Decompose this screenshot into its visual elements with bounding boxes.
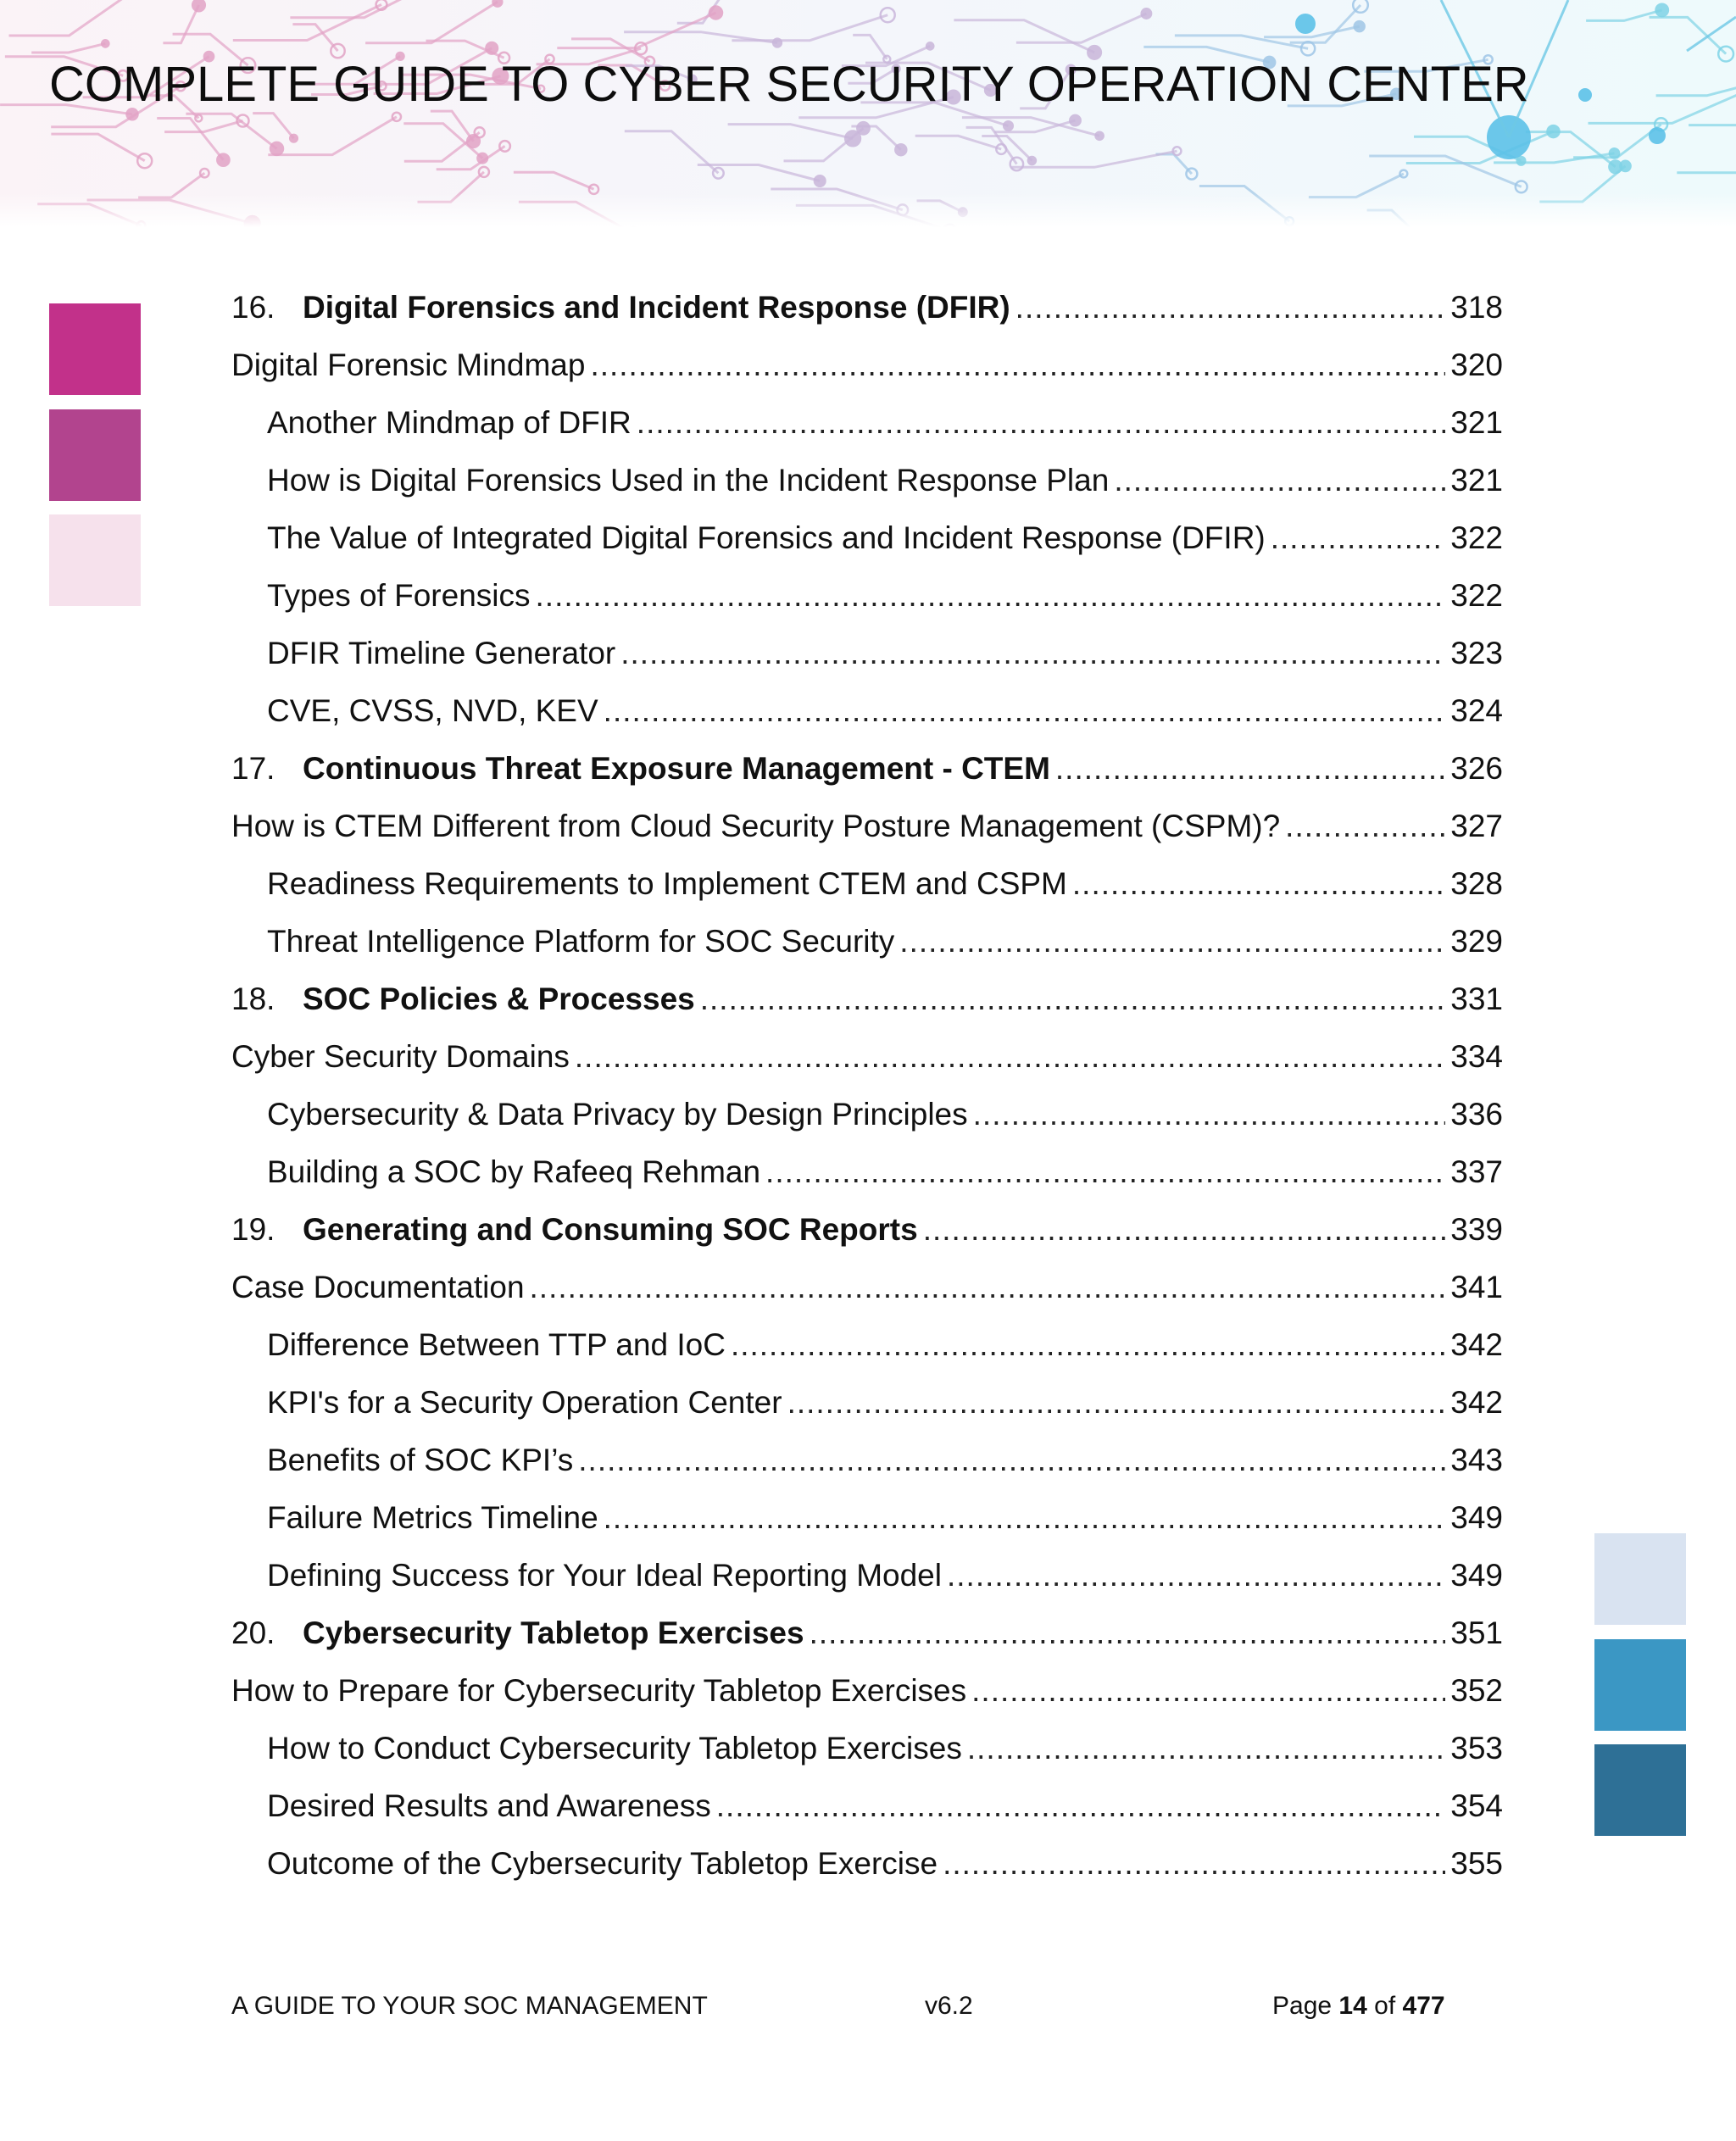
toc-entry-title: How is Digital Forensics Used in the Incident Response Plan — [267, 463, 1110, 498]
footer-document-title: A GUIDE TO YOUR SOC MANAGEMENT — [231, 1992, 708, 2020]
toc-entry-title: Building a SOC by Rafeeq Rehman — [267, 1154, 761, 1189]
toc-page-number: 354 — [1450, 1788, 1503, 1823]
toc-entry[interactable] — [231, 1086, 1503, 1143]
toc-entry-title: DFIR Timeline Generator — [267, 636, 616, 670]
toc-entry-title: How to Prepare for Cybersecurity Tabletop Exercises — [231, 1673, 967, 1708]
toc-page-number: 341 — [1450, 1270, 1503, 1304]
dot-leader — [590, 348, 1445, 383]
toc-page-number: 349 — [1450, 1500, 1503, 1535]
page-of: of — [1374, 1992, 1396, 2020]
dot-leader — [604, 693, 1446, 729]
toc-entry[interactable] — [231, 1547, 1503, 1604]
toc-entry-title: KPI's for a Security Operation Center — [267, 1385, 782, 1420]
toc-page-number: 328 — [1450, 866, 1503, 901]
toc-entry[interactable] — [231, 1028, 1503, 1086]
toc-entry[interactable] — [231, 336, 1503, 394]
header-banner — [0, 0, 1736, 227]
dot-leader — [1285, 809, 1445, 844]
toc-entry[interactable] — [231, 509, 1503, 567]
toc-entry[interactable] — [231, 567, 1503, 625]
toc-entry-title: Defining Success for Your Ideal Reporting Model — [267, 1558, 942, 1593]
circuit-pattern-image — [0, 0, 1736, 227]
toc-page-number: 318 — [1450, 290, 1503, 325]
dot-leader — [947, 1558, 1445, 1593]
toc-page-number: 339 — [1450, 1212, 1503, 1247]
toc-entry-title: Threat Intelligence Platform for SOC Security — [267, 924, 895, 959]
toc-entry-title: Readiness Requirements to Implement CTEM and CSPM — [267, 866, 1067, 901]
toc-entry[interactable] — [231, 1432, 1503, 1489]
toc-page-number: 321 — [1450, 405, 1503, 440]
toc-page-number: 324 — [1450, 693, 1503, 728]
toc-chapter-entry[interactable] — [231, 970, 1503, 1028]
dot-leader — [899, 924, 1445, 959]
dot-leader — [810, 1615, 1446, 1651]
toc-chapter-number: 18. — [231, 982, 275, 1016]
toc-entry[interactable] — [231, 855, 1503, 913]
dot-leader — [1055, 751, 1445, 787]
dot-leader — [620, 636, 1445, 671]
dot-leader — [967, 1731, 1445, 1766]
toc-entry-title: Benefits of SOC KPI’s — [267, 1443, 574, 1477]
toc-page-number: 337 — [1450, 1154, 1503, 1189]
toc-entry-title: CVE, CVSS, NVD, KEV — [267, 693, 598, 728]
left-color-swatch-3 — [49, 514, 141, 606]
dot-leader — [923, 1212, 1446, 1248]
dot-leader — [604, 1500, 1446, 1536]
total-pages: 477 — [1402, 1992, 1445, 2020]
toc-page-number: 349 — [1450, 1558, 1503, 1593]
toc-entry-title: Cybersecurity Tabletop Exercises — [303, 1615, 804, 1650]
toc-entry-title: Cyber Security Domains — [231, 1039, 570, 1074]
toc-chapter-entry[interactable] — [231, 1201, 1503, 1259]
toc-entry-title: Case Documentation — [231, 1270, 525, 1304]
toc-entry-title: Desired Results and Awareness — [267, 1788, 711, 1823]
toc-page-number: 342 — [1450, 1327, 1503, 1362]
toc-entry-title: Digital Forensics and Incident Response (DFIR) — [303, 290, 1010, 325]
dot-leader — [731, 1327, 1445, 1363]
table-of-contents — [231, 279, 1503, 1893]
dot-leader — [765, 1154, 1445, 1190]
toc-page-number: 343 — [1450, 1443, 1503, 1477]
toc-page-number: 334 — [1450, 1039, 1503, 1074]
toc-entry-title: Cybersecurity & Data Privacy by Design Principles — [267, 1097, 968, 1132]
right-color-swatch-2 — [1594, 1639, 1686, 1731]
dot-leader — [943, 1846, 1445, 1882]
toc-entry[interactable] — [231, 1777, 1503, 1835]
toc-page-number: 326 — [1450, 751, 1503, 786]
dot-leader — [575, 1039, 1445, 1075]
toc-entry[interactable] — [231, 798, 1503, 855]
toc-entry-title: Types of Forensics — [267, 578, 531, 613]
toc-page-number: 327 — [1450, 809, 1503, 843]
dot-leader — [536, 578, 1446, 614]
footer-version: v6.2 — [925, 1992, 973, 2020]
page-title: COMPLETE GUIDE TO CYBER SECURITY OPERATION CENTER — [49, 57, 1529, 112]
toc-page-number: 353 — [1450, 1731, 1503, 1766]
right-color-swatch-1 — [1594, 1533, 1686, 1625]
right-color-swatch-3 — [1594, 1744, 1686, 1836]
toc-page-number: 342 — [1450, 1385, 1503, 1420]
current-page: 14 — [1338, 1992, 1367, 2020]
footer-page-number — [1272, 1992, 1445, 2021]
toc-chapter-number: 20. — [231, 1615, 275, 1650]
toc-entry[interactable] — [231, 394, 1503, 452]
dot-leader — [716, 1788, 1446, 1824]
toc-chapter-entry[interactable] — [231, 279, 1503, 336]
toc-entry[interactable] — [231, 1662, 1503, 1720]
dot-leader — [971, 1673, 1445, 1709]
toc-page-number: 336 — [1450, 1097, 1503, 1132]
toc-chapter-number: 19. — [231, 1212, 275, 1247]
toc-entry-title: Another Mindmap of DFIR — [267, 405, 632, 440]
dot-leader — [1114, 463, 1445, 498]
toc-page-number: 320 — [1450, 348, 1503, 382]
toc-page-number: 322 — [1450, 578, 1503, 613]
toc-page-number: 351 — [1450, 1615, 1503, 1650]
toc-entry-title: Continuous Threat Exposure Management - CTEM — [303, 751, 1050, 786]
toc-entry[interactable] — [231, 1835, 1503, 1893]
left-color-swatch-1 — [49, 303, 141, 395]
dot-leader — [637, 405, 1445, 441]
toc-entry-title: Digital Forensic Mindmap — [231, 348, 586, 382]
toc-entry[interactable] — [231, 1720, 1503, 1777]
toc-page-number: 352 — [1450, 1673, 1503, 1708]
toc-entry[interactable] — [231, 1316, 1503, 1374]
dot-leader — [1015, 290, 1446, 325]
toc-entry-title: Generating and Consuming SOC Reports — [303, 1212, 918, 1247]
toc-entry-title: Failure Metrics Timeline — [267, 1500, 598, 1535]
toc-entry[interactable] — [231, 1374, 1503, 1432]
toc-entry-title: The Value of Integrated Digital Forensics and Incident Response (DFIR) — [267, 520, 1266, 555]
dot-leader — [1072, 866, 1445, 902]
dot-leader — [578, 1443, 1445, 1478]
toc-entry-title: Difference Between TTP and IoC — [267, 1327, 726, 1362]
page-footer — [231, 1992, 1503, 2029]
toc-page-number: 355 — [1450, 1846, 1503, 1881]
page-prefix: Page — [1272, 1992, 1333, 2020]
toc-entry[interactable] — [231, 452, 1503, 509]
toc-entry[interactable] — [231, 1489, 1503, 1547]
toc-entry-title: How to Conduct Cybersecurity Tabletop Exercises — [267, 1731, 962, 1766]
toc-entry-title: SOC Policies & Processes — [303, 982, 695, 1016]
toc-chapter-number: 16. — [231, 290, 275, 325]
toc-chapter-entry[interactable] — [231, 1604, 1503, 1662]
toc-page-number: 329 — [1450, 924, 1503, 959]
toc-entry[interactable] — [231, 682, 1503, 740]
dot-leader — [973, 1097, 1446, 1132]
toc-entry[interactable] — [231, 913, 1503, 970]
left-color-swatch-2 — [49, 409, 141, 501]
toc-page-number: 331 — [1450, 982, 1503, 1016]
toc-entry[interactable] — [231, 1259, 1503, 1316]
dot-leader — [700, 982, 1446, 1017]
toc-entry-title: Outcome of the Cybersecurity Tabletop Exercise — [267, 1846, 938, 1881]
toc-page-number: 321 — [1450, 463, 1503, 498]
toc-page-number: 322 — [1450, 520, 1503, 555]
dot-leader — [530, 1270, 1446, 1305]
dot-leader — [787, 1385, 1446, 1421]
toc-entry[interactable] — [231, 1143, 1503, 1201]
toc-entry[interactable] — [231, 625, 1503, 682]
toc-chapter-entry[interactable] — [231, 740, 1503, 798]
toc-page-number: 323 — [1450, 636, 1503, 670]
toc-chapter-number: 17. — [231, 751, 275, 786]
dot-leader — [1271, 520, 1446, 556]
toc-entry-title: How is CTEM Different from Cloud Security Posture Management (CSPM)? — [231, 809, 1281, 843]
